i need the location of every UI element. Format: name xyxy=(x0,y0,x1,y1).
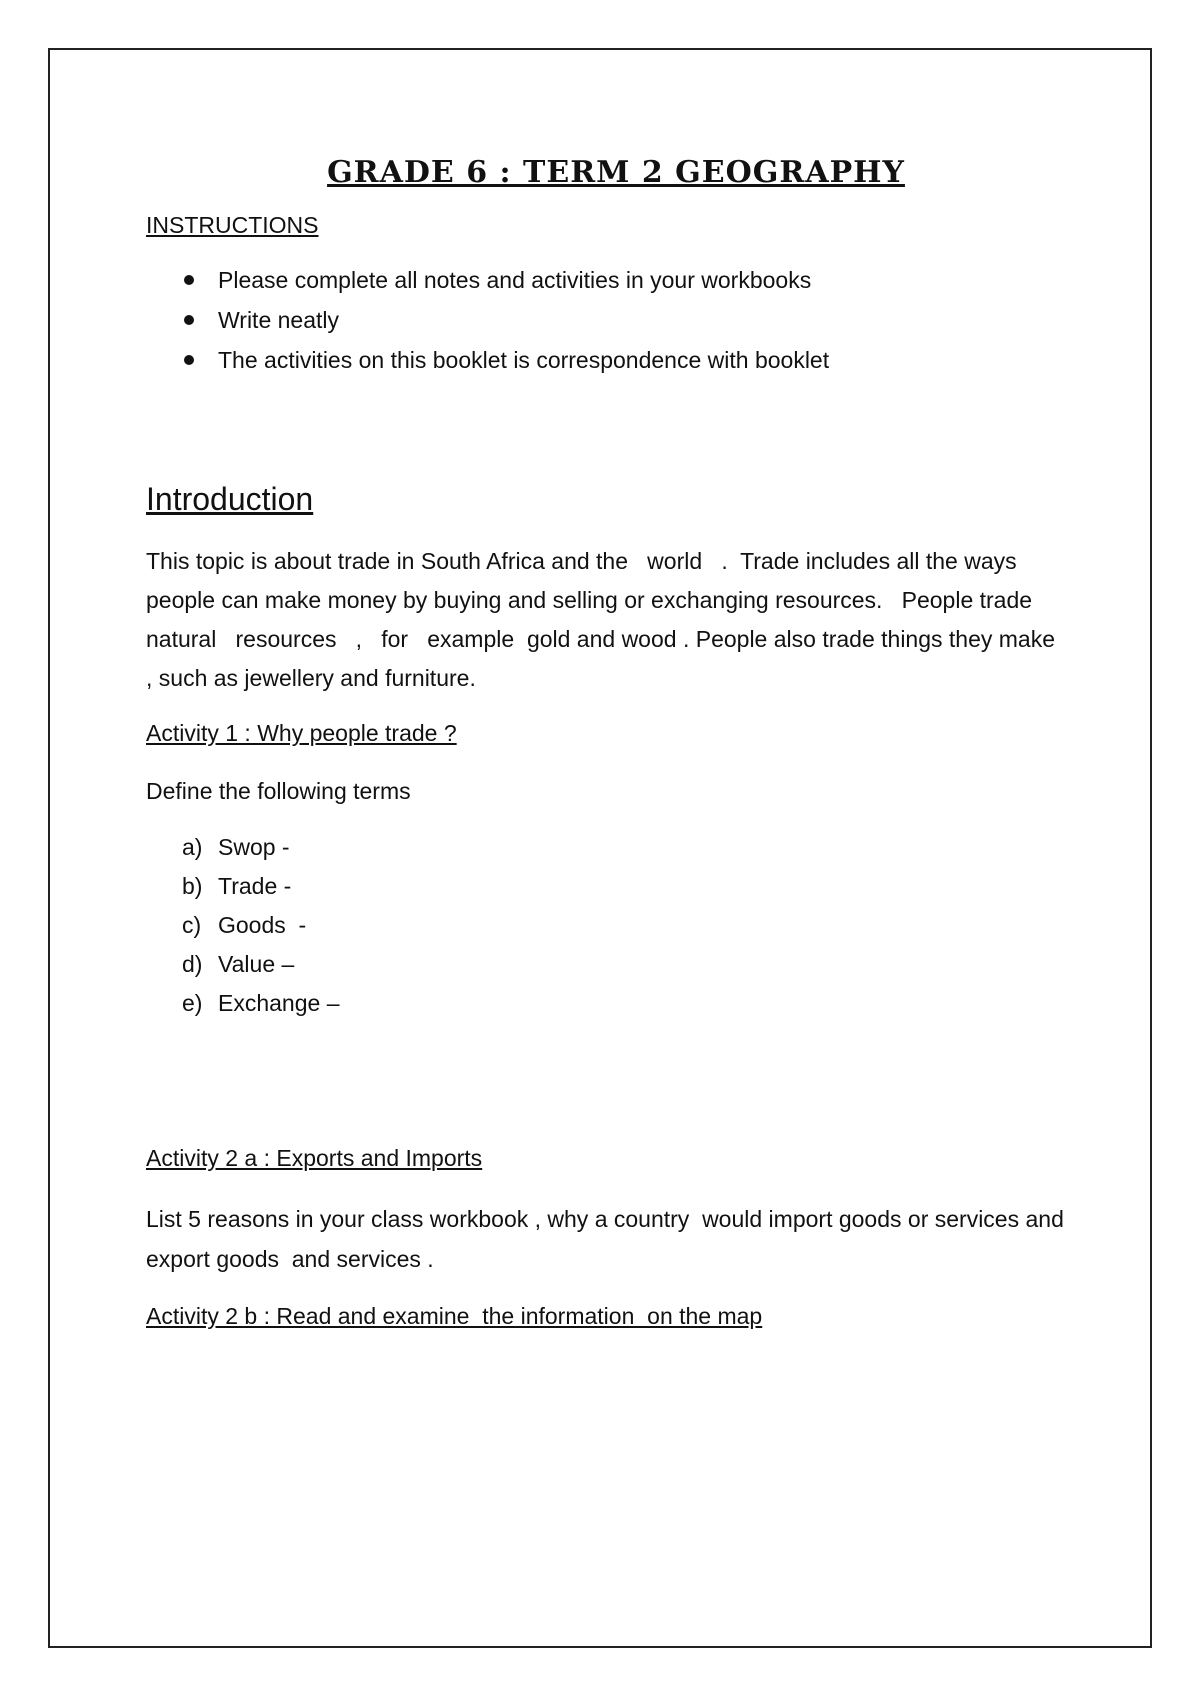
instruction-item xyxy=(146,260,1086,300)
term-letter: d) xyxy=(182,951,203,977)
term-text: Goods - xyxy=(218,912,307,938)
term-text: Value – xyxy=(218,951,295,977)
instructions-heading: INSTRUCTIONS xyxy=(146,212,319,238)
term-item xyxy=(146,945,1086,984)
activity-1-instruction: Define the following terms xyxy=(146,778,411,804)
term-item xyxy=(146,906,1086,945)
activity-1-heading: Activity 1 : Why people trade ? xyxy=(146,720,457,746)
term-letter: b) xyxy=(182,873,203,899)
term-item xyxy=(146,867,1086,906)
instruction-text: The activities on this booklet is correspondence with booklet xyxy=(218,347,830,373)
term-text: Swop - xyxy=(218,834,290,860)
term-text: Trade - xyxy=(218,873,292,899)
term-item xyxy=(146,984,1086,1023)
instruction-text: Write neatly xyxy=(218,307,340,333)
term-letter: c) xyxy=(182,912,202,938)
page-title: GRADE 6 : TERM 2 GEOGRAPHY xyxy=(327,155,905,190)
bullet-icon xyxy=(184,355,194,365)
activity-2a-heading: Activity 2 a : Exports and Imports xyxy=(146,1145,483,1171)
introduction-heading: Introduction xyxy=(146,481,314,517)
activity-2a-instruction: List 5 reasons in your class workbook , why a country would import goods or services and export goods and services . xyxy=(146,1206,1071,1272)
activity-2b-heading: Activity 2 b : Read and examine the information on the map xyxy=(146,1303,763,1329)
bullet-icon xyxy=(184,275,194,285)
term-letter: a) xyxy=(182,834,203,860)
terms-list xyxy=(146,828,1086,1023)
instructions-list xyxy=(146,260,1086,380)
instruction-item xyxy=(146,300,1086,340)
introduction-paragraph: This topic is about trade in South Africa and the world . Trade includes all the ways people can make money by buying and selling or exchanging resources. People trade natural resources , for example gold and wood . People also trade things they make , such as jewellery and furniture. xyxy=(146,548,1075,691)
term-letter: e) xyxy=(182,990,203,1016)
term-text: Exchange – xyxy=(218,990,340,1016)
document-content xyxy=(146,150,1086,1333)
instruction-item xyxy=(146,340,1086,380)
term-item xyxy=(146,828,1086,867)
instruction-text: Please complete all notes and activities in your workbooks xyxy=(218,267,812,293)
bullet-icon xyxy=(184,315,194,325)
